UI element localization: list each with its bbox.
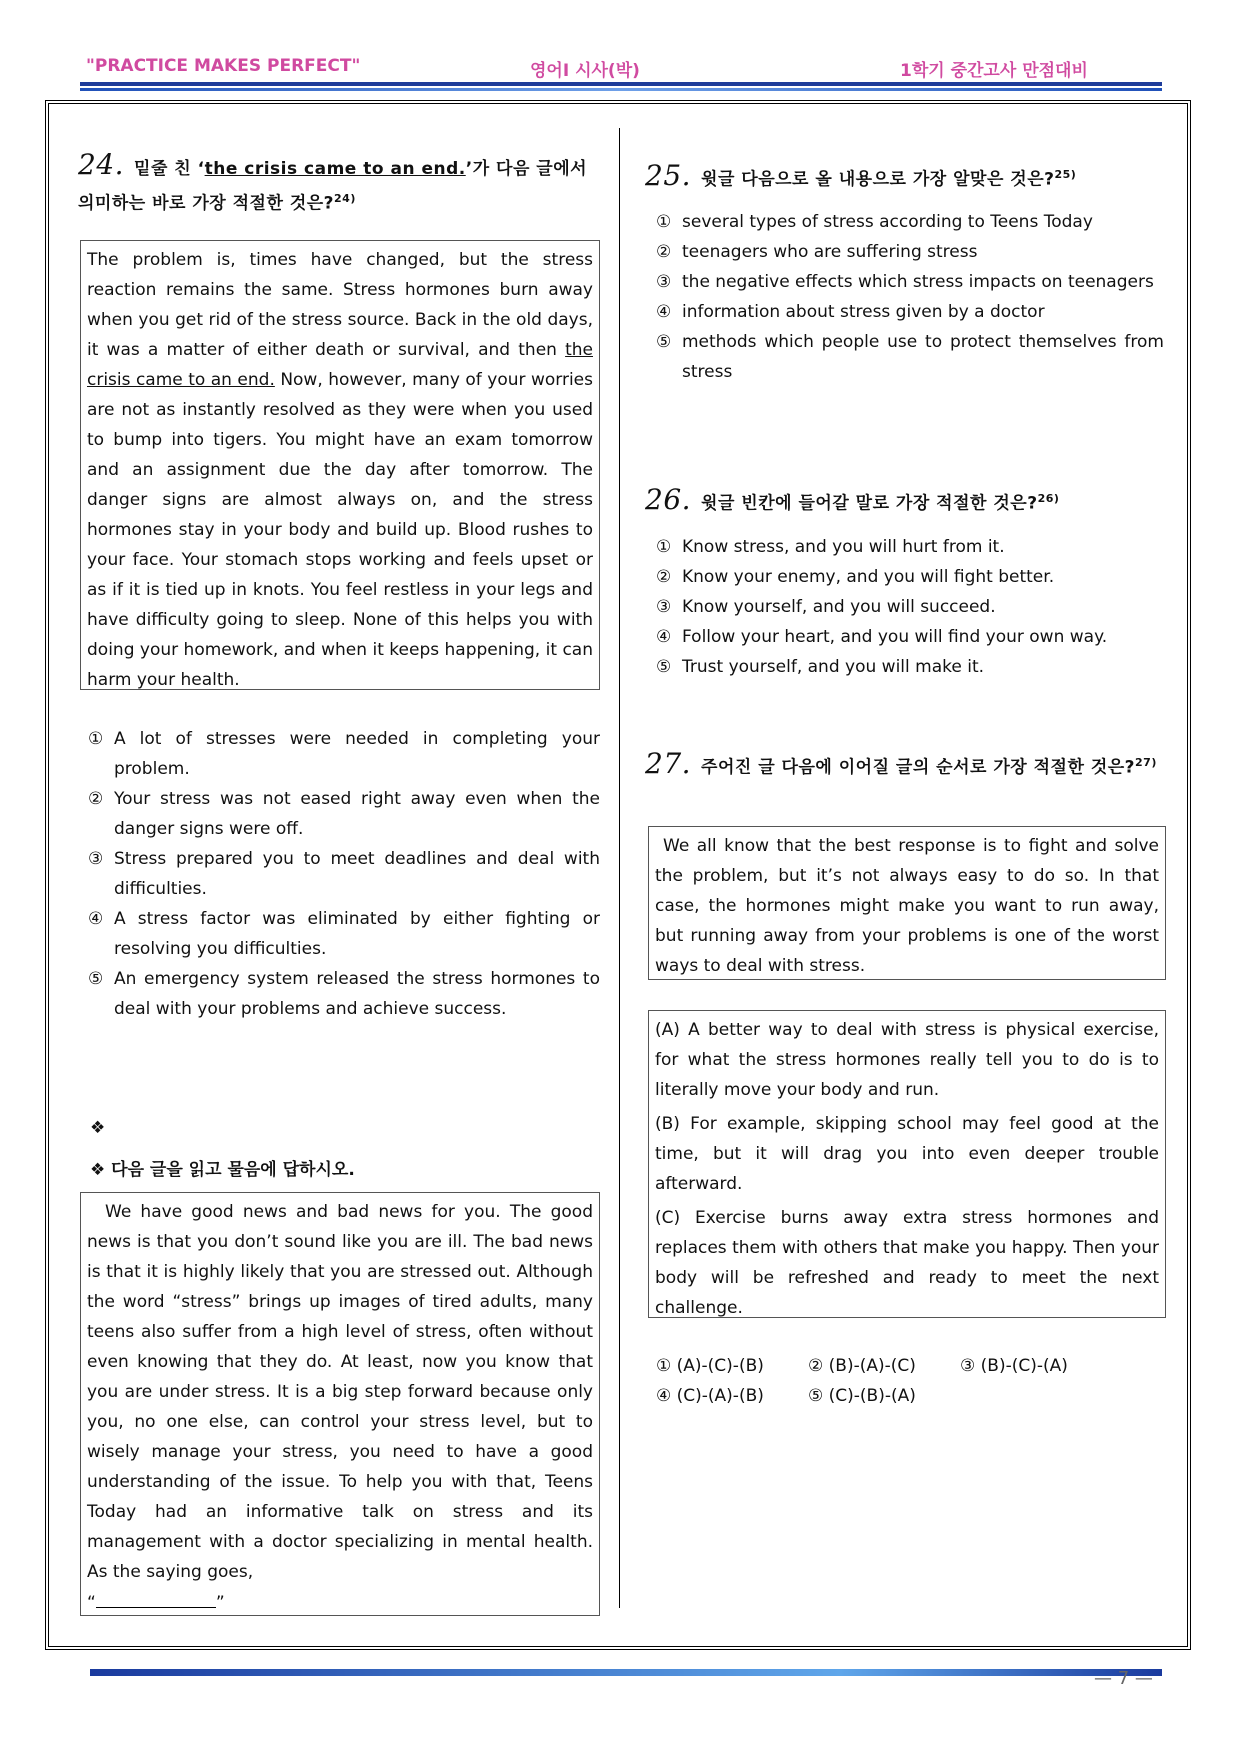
q25-prompt: 윗글 다음으로 올 내용으로 가장 알맞은 것은?	[701, 169, 1055, 190]
q24-options	[88, 724, 600, 1024]
q27-given-box	[648, 826, 1166, 980]
option-text: Know your enemy, and you will fight better.	[682, 567, 1055, 587]
q27-answers-row-1	[656, 1351, 1112, 1381]
page-number: — 7 —	[1094, 1668, 1153, 1689]
q27-part-a: (A) A better way to deal with stress is physical exercise, for what the stress hormones really tell you to do is to literally move your body and run.	[655, 1020, 1159, 1100]
q27-prompt: 주어진 글 다음에 이어질 글의 순서로 가장 적절한 것은?	[701, 757, 1136, 778]
option-marker: ④	[88, 909, 104, 929]
q24-passage-underlined: the crisis came to an end.	[87, 340, 593, 390]
reading-passage-box	[80, 1192, 600, 1616]
q27-number: 27.	[645, 746, 692, 780]
header-left-title: "PRACTICE MAKES PERFECT"	[86, 56, 361, 76]
reading-blank-line	[87, 1587, 593, 1618]
q24-passage	[87, 245, 593, 695]
column-divider	[619, 128, 620, 1608]
q24-passage-box	[80, 240, 600, 690]
option-text: A lot of stresses were needed in completing your problem.	[114, 729, 600, 779]
q24-ref: 24)	[334, 192, 356, 205]
option-text: the negative effects which stress impacts on teenagers	[682, 272, 1154, 292]
option-marker: ⑤	[88, 969, 104, 989]
q24-prompt-b: ’가 다음 글에서 의미하는 바로 가장 적절한 것은?	[78, 159, 588, 214]
instruction-text: ❖ 다음 글을 읽고 물음에 답하시오.	[90, 1160, 355, 1180]
reading-passage: We have good news and bad news for you. The good news is that you don’t sound like you are ill. The bad news is that it is highly likely that you are stressed out. Although the word “stress” brings up images of tired adults, many teens also suffer from a high level of stress, often without even knowing that they do. At least, now you know that you are under stress. It is a big step forward because only you, no one else, can control your stress level, but to wisely manage your stress, you need to have a good understanding of the issue. To help you with that, Teens Today had an informative talk on stress and its management with a doctor specializing in mental health. As the saying goes,	[87, 1202, 593, 1582]
q26-option[interactable]	[656, 622, 1164, 652]
header-subject: 영어Ⅰ 시사(박)	[530, 61, 640, 81]
option-marker: ①	[656, 537, 672, 557]
option-marker: ④	[656, 627, 672, 647]
q25-option[interactable]	[656, 327, 1164, 387]
q24-passage-part-b: Now, however, many of your worries are not as instantly resolved as they were when you used to bump into tigers. You might have an exam tomorrow and an assignment due the day after tomorrow. The danger signs are almost always on, and the stress hormones stay in your body and build up. Blood rushes to your face. Your stomach stops working and feels upset or as if it is tied up in knots. You feel restless in your legs and have difficulty going to sleep. None of this helps you with doing your homework, and when it keeps happening, it can harm your health.	[87, 370, 593, 690]
q27-answer[interactable]: ④ (C)-(A)-(B)	[656, 1386, 764, 1406]
q25-option[interactable]	[656, 207, 1164, 237]
q27-part-c: (C) Exercise burns away extra stress hormones and replaces them with others that make you happy. Then your body will be refreshed and ready to meet the next challenge.	[655, 1208, 1159, 1318]
q24-heading	[78, 150, 598, 219]
q24-option[interactable]	[88, 784, 600, 844]
q24-passage-part-a: The problem is, times have changed, but the stress reaction remains the same. Stress hormones burn away when you get rid of the stress source. Back in the old days, it was a matter of either death or survival, and then	[87, 250, 593, 360]
header-rule-gradient	[80, 88, 1162, 91]
option-text: methods which people use to protect themselves from stress	[682, 332, 1164, 382]
q26-option[interactable]	[656, 652, 1164, 682]
q27-answers-row-2	[656, 1381, 960, 1411]
q26-option[interactable]	[656, 562, 1164, 592]
q24-option[interactable]	[88, 844, 600, 904]
q24-number: 24.	[78, 148, 125, 181]
option-marker: ①	[88, 729, 104, 749]
q27-part-b: (B) For example, skipping school may feel good at the time, but it will drag you into even deeper trouble afterward.	[655, 1114, 1159, 1194]
option-marker: ②	[656, 567, 672, 587]
q27-ref: 27)	[1135, 756, 1157, 769]
option-text: Know stress, and you will hurt from it.	[682, 537, 1005, 557]
option-marker: ②	[88, 789, 104, 809]
option-text: A stress factor was eliminated by either fighting or resolving you difficulties.	[114, 909, 600, 959]
header-exam-title: 1학기 중간고사 만점대비	[900, 61, 1088, 81]
q24-option[interactable]	[88, 964, 600, 1024]
option-marker: ①	[656, 212, 672, 232]
q26-options	[656, 532, 1164, 682]
q24-option[interactable]	[88, 904, 600, 964]
open-quote: “	[87, 1593, 96, 1613]
option-text: Know yourself, and you will succeed.	[682, 597, 996, 617]
q26-prompt: 윗글 빈칸에 들어갈 말로 가장 적절한 것은?	[701, 493, 1038, 514]
option-marker: ③	[88, 849, 104, 869]
q25-ref: 25)	[1054, 168, 1077, 181]
option-marker: ⑤	[656, 332, 672, 352]
header-rule	[80, 82, 1162, 86]
q25-option[interactable]	[656, 237, 1164, 267]
q24-prompt-underlined: the crisis came to an end.	[204, 159, 466, 179]
footer-rule	[90, 1669, 1162, 1676]
q27-answer[interactable]: ③ (B)-(C)-(A)	[960, 1356, 1068, 1376]
q26-ref: 26)	[1037, 492, 1060, 505]
q27-answer[interactable]: ② (B)-(A)-(C)	[808, 1356, 916, 1376]
option-text: teenagers who are suffering stress	[682, 242, 978, 262]
option-marker: ②	[656, 242, 672, 262]
q24-option[interactable]	[88, 724, 600, 784]
answer-blank	[96, 1587, 216, 1608]
option-text: Stress prepared you to meet deadlines and deal with difficulties.	[114, 849, 600, 899]
option-marker: ③	[656, 597, 672, 617]
q25-option[interactable]	[656, 297, 1164, 327]
instruction-marker: ❖	[90, 1118, 106, 1138]
q25-heading	[645, 160, 1165, 195]
option-marker: ⑤	[656, 657, 672, 677]
q25-option[interactable]	[656, 267, 1164, 297]
q27-heading	[645, 748, 1165, 783]
q25-number: 25.	[645, 158, 692, 192]
option-marker: ④	[656, 302, 672, 322]
option-marker: ③	[656, 272, 672, 292]
q26-option[interactable]	[656, 532, 1164, 562]
q26-option[interactable]	[656, 592, 1164, 622]
option-text: An emergency system released the stress hormones to deal with your problems and achieve success.	[114, 969, 600, 1019]
q27-answer[interactable]: ⑤ (C)-(B)-(A)	[808, 1386, 916, 1406]
q24-prompt-a: 밑줄 친 ‘	[134, 159, 205, 179]
option-text: Trust yourself, and you will make it.	[682, 657, 985, 677]
option-text: Follow your heart, and you will find your own way.	[682, 627, 1108, 647]
q27-given-text: We all know that the best response is to fight and solve the problem, but it’s not always easy to do so. In that case, the hormones might make you want to run away, but running away from your problems is one of the worst ways to deal with stress.	[655, 836, 1159, 976]
close-quote: ”	[215, 1593, 225, 1613]
q27-parts-box	[648, 1010, 1166, 1318]
option-text: Your stress was not eased right away even when the danger signs were off.	[114, 789, 600, 839]
q25-options	[656, 207, 1164, 387]
q26-heading	[645, 484, 1165, 519]
q26-number: 26.	[645, 482, 692, 516]
q27-answer[interactable]: ① (A)-(C)-(B)	[656, 1356, 764, 1376]
option-text: information about stress given by a doctor	[682, 302, 1045, 322]
option-text: several types of stress according to Teens Today	[682, 212, 1093, 232]
